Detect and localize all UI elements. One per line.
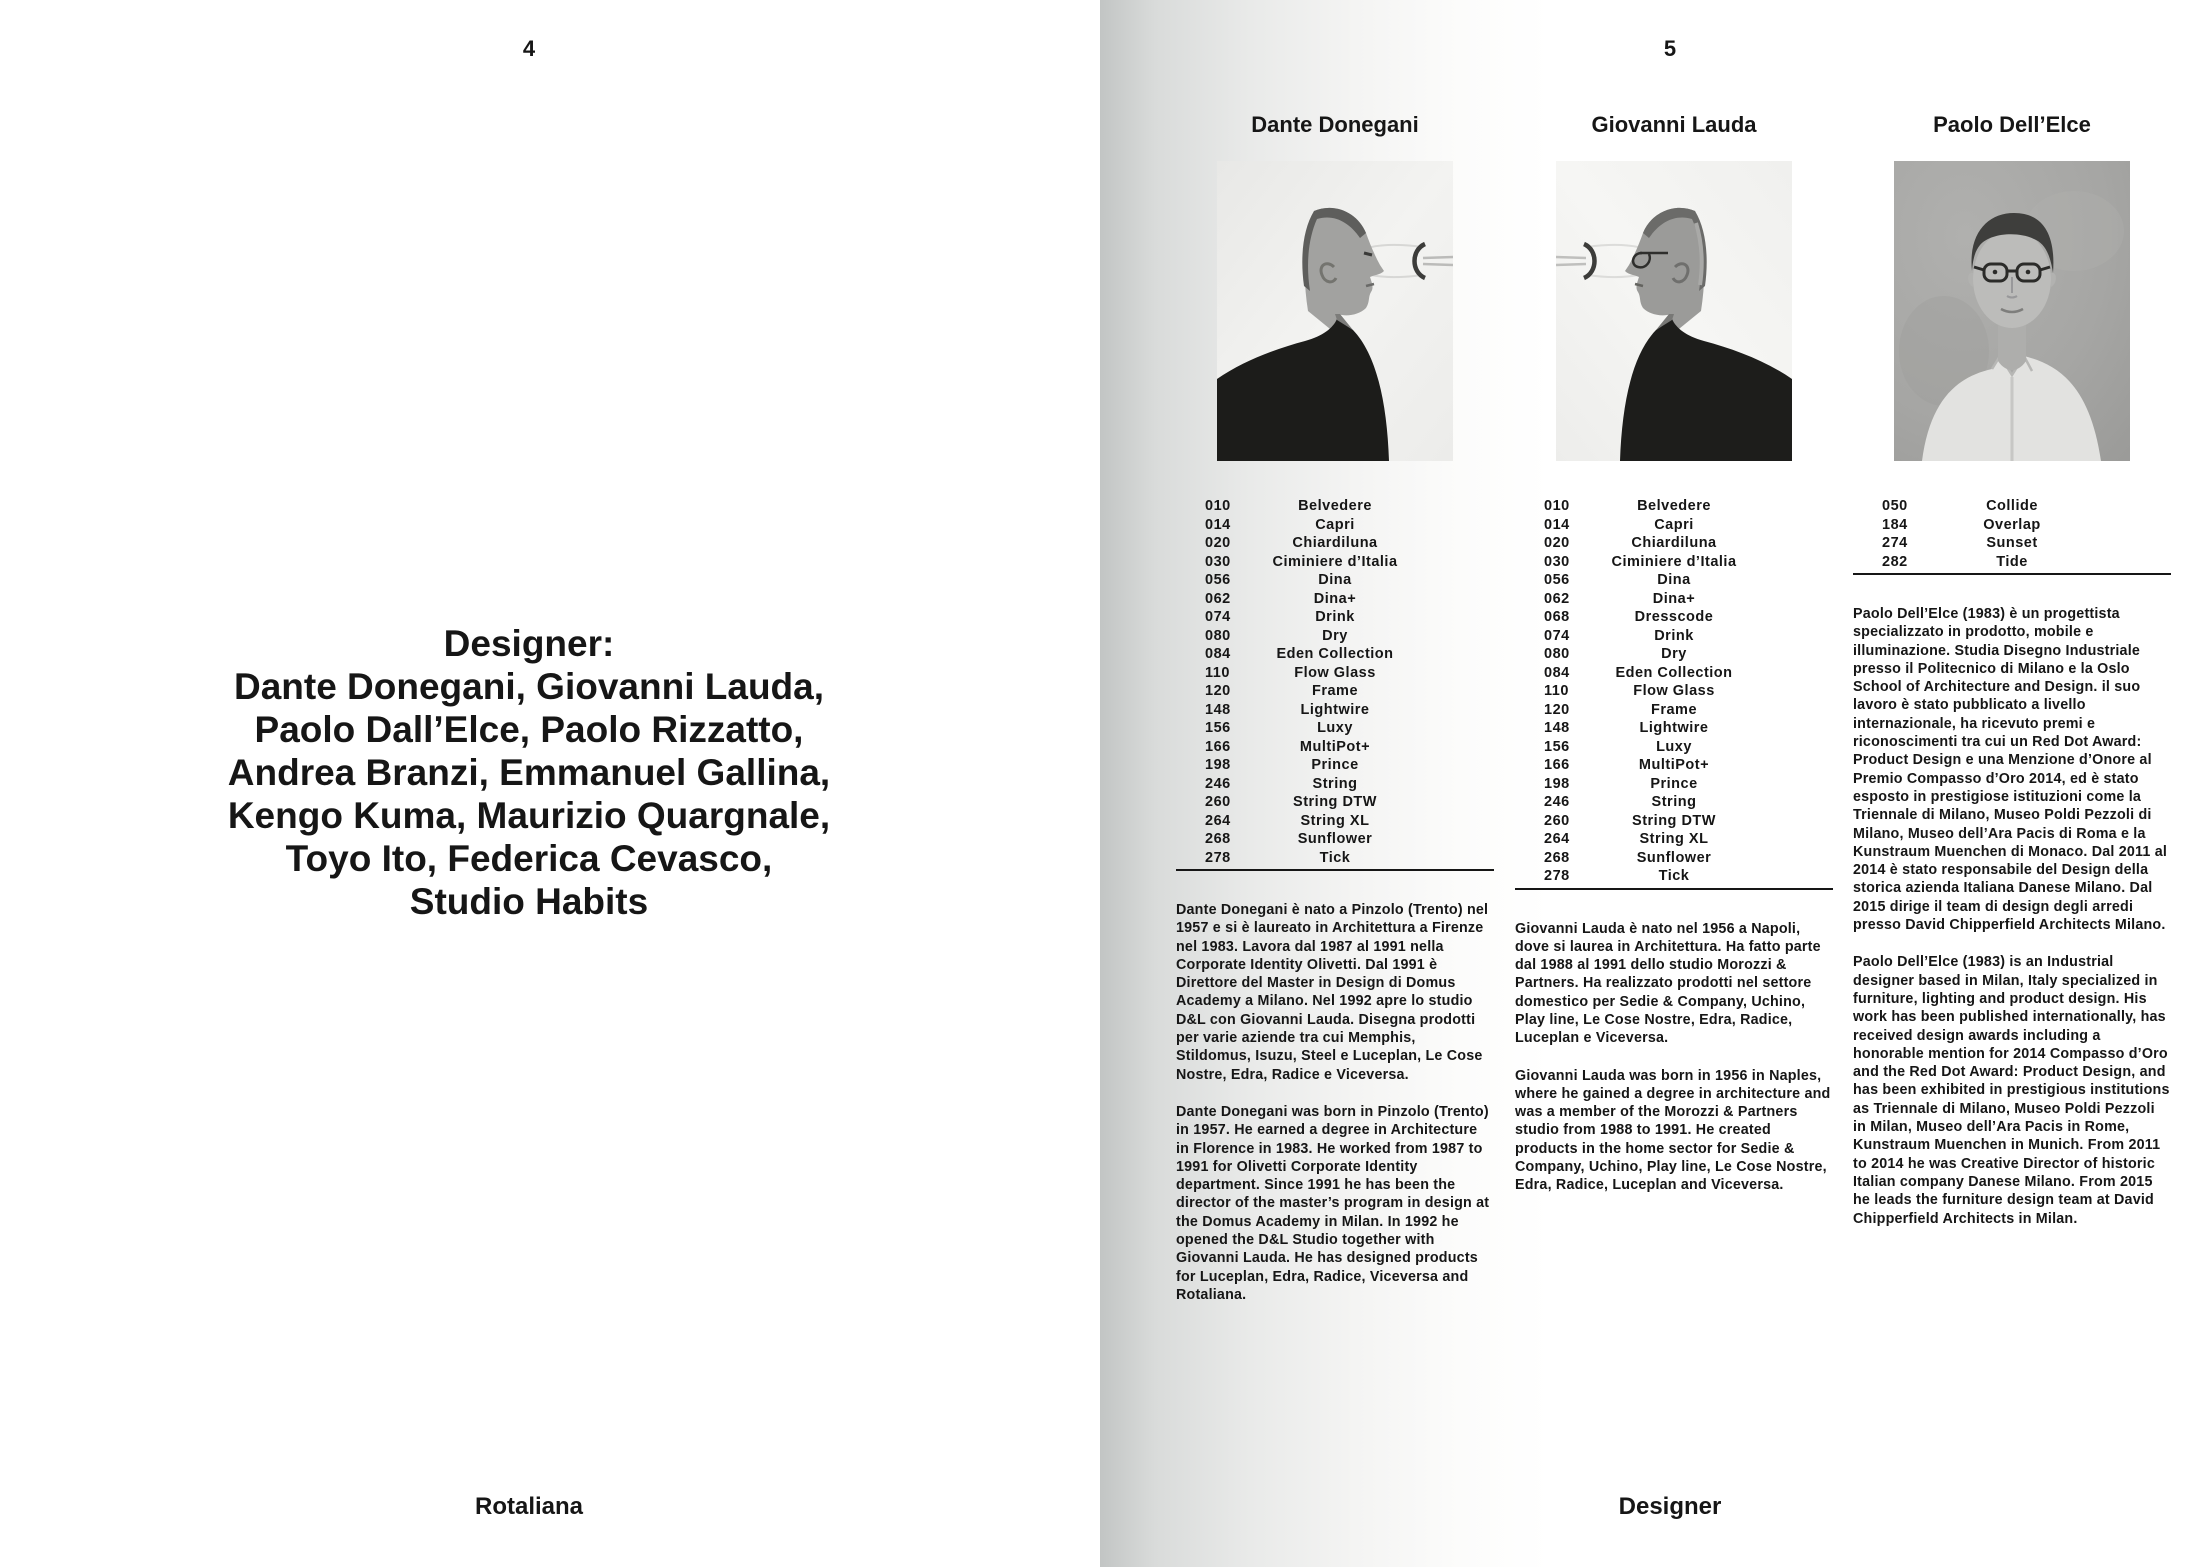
product-row (1176, 738, 1494, 757)
product-name: Eden Collection (1276, 646, 1394, 662)
product-row (1176, 701, 1494, 720)
page-right (1100, 0, 2200, 1567)
product-name: MultiPot+ (1299, 738, 1371, 755)
product-code: 156 (1544, 738, 1570, 755)
product-code: 246 (1544, 794, 1570, 810)
product-row (1853, 534, 2171, 553)
designer-photo (1556, 161, 1792, 461)
designer-name: Paolo Dell’Elce (1933, 112, 2091, 137)
product-name: String DTW (1632, 812, 1716, 829)
product-code: 120 (1544, 701, 1570, 718)
product-row (1515, 516, 1833, 535)
product-code: 030 (1205, 553, 1231, 570)
product-code: 062 (1205, 590, 1231, 607)
product-code: 110 (1544, 683, 1569, 699)
product-name: Sunflower (1636, 849, 1712, 866)
product-code: 278 (1544, 868, 1570, 884)
product-code: 198 (1544, 775, 1570, 792)
product-name: Flow Glass (1633, 683, 1715, 699)
product-name: Lightwire (1639, 720, 1709, 736)
product-name: Prince (1311, 757, 1359, 773)
product-name: Ciminiere d’Italia (1272, 553, 1398, 570)
footer-brand: Rotaliana (474, 1493, 584, 1520)
product-code: 246 (1205, 775, 1231, 792)
product-name: Sunset (1986, 535, 2038, 551)
product-row (1515, 590, 1833, 609)
page-number-left: 4 (522, 36, 536, 61)
product-name: String (1651, 794, 1697, 810)
product-row (1515, 701, 1833, 720)
product-name: Dina+ (1652, 590, 1696, 607)
designer-name: Giovanni Lauda (1591, 112, 1757, 137)
product-name: Tide (1996, 553, 2028, 570)
product-code: 148 (1544, 720, 1570, 736)
product-name: Belvedere (1298, 498, 1372, 514)
product-name: Dina (1318, 572, 1352, 588)
product-row (1853, 497, 2171, 516)
product-name: Dina (1657, 572, 1691, 588)
product-index (1515, 497, 1833, 886)
product-row (1515, 812, 1833, 831)
product-name: Luxy (1317, 720, 1353, 736)
product-name: Capri (1315, 516, 1355, 533)
bio-english: Dante Donegani was born in Pinzolo (Trento) in 1957. He earned a degree in Architecture in Florence in 1983. He worked from 1987 to 1991 for Olivetti Corporate Identity department. Since 1991 he has been the director of the master’s program in design at the Domus Academy in Milan. In 1992 he opened the D&L Studio together with Giovanni Lauda. He has designed products for Luceplan, Edra, Radice, Viceversa and Rotaliana. (1176, 1103, 1490, 1303)
product-name: Drink (1654, 627, 1694, 644)
photo-man-profile-right (1217, 161, 1453, 461)
product-row (1176, 534, 1494, 553)
product-name: Collide (1986, 498, 2038, 514)
product-row (1515, 497, 1833, 516)
product-name: Dina+ (1313, 590, 1357, 607)
product-row (1515, 738, 1833, 757)
product-name: String (1312, 775, 1358, 792)
footer-section: Designer (1618, 1493, 1722, 1520)
product-code: 084 (1544, 664, 1570, 681)
product-name: Frame (1311, 683, 1359, 699)
product-name: Lightwire (1300, 701, 1370, 718)
product-row (1515, 553, 1833, 572)
bio-english: Paolo Dell’Elce (1983) is an Industrial designer based in Milan, Italy specialized in furniture, lighting and product design. His work has been published internationally, has received design awards including a honorable mention for 2014 Compasso d’Oro and the Red Dot Award: Product Design, and has been exhibited in prestigious institutions as Triennale di Milano, Museo Poldi Pezzoli in Milan, Museo dell’Ara Pacis in Rome, Kunstraum Muenchen in Munich. From 2011 to 2014 he was Creative Director of historic Italian company Danese Milano. From 2015 he leads the furniture design team at David Chipperfield Architects in Milan. (1853, 954, 2170, 1227)
product-code: 080 (1544, 646, 1570, 662)
title-line: Paolo Dall’Elce, Paolo Rizzatto, (254, 709, 804, 750)
product-code: 074 (1205, 609, 1231, 625)
product-row (1176, 627, 1494, 646)
product-code: 156 (1205, 720, 1231, 736)
product-name: Flow Glass (1294, 664, 1376, 681)
product-name: Chiardiluna (1631, 535, 1717, 551)
index-divider (1176, 869, 1494, 871)
product-code: 198 (1205, 757, 1231, 773)
product-row (1176, 793, 1494, 812)
designer-name: Dante Donegani (1251, 112, 1419, 137)
product-row (1515, 849, 1833, 868)
product-code: 014 (1205, 516, 1231, 533)
product-name: Ciminiere d’Italia (1611, 553, 1737, 570)
product-code: 120 (1205, 683, 1231, 699)
product-name: Tick (1658, 868, 1690, 884)
product-name: Sunflower (1297, 831, 1373, 847)
product-code: 278 (1205, 849, 1231, 866)
product-row (1515, 756, 1833, 775)
product-code: 282 (1882, 553, 1908, 570)
product-code: 062 (1544, 590, 1570, 607)
product-code: 010 (1205, 498, 1231, 514)
designer-column (1176, 0, 1494, 1304)
product-row (1515, 719, 1833, 738)
product-code: 030 (1544, 553, 1570, 570)
product-code: 260 (1205, 794, 1231, 810)
product-row (1515, 775, 1833, 794)
designer-columns (1100, 0, 2200, 1567)
product-code: 264 (1544, 831, 1570, 847)
product-index (1176, 497, 1494, 867)
product-code: 020 (1544, 535, 1570, 551)
product-index (1853, 497, 2171, 571)
product-row (1176, 830, 1494, 849)
product-name: Drink (1315, 609, 1355, 625)
product-code: 110 (1205, 664, 1230, 681)
product-code: 166 (1544, 757, 1570, 773)
product-code: 148 (1205, 701, 1231, 718)
product-row (1515, 867, 1833, 886)
designer-photo (1894, 161, 2130, 461)
photo-man-portrait-front (1894, 161, 2130, 461)
title-line: Designer: (443, 623, 615, 664)
product-row (1853, 553, 2171, 572)
photo-man-profile-left (1556, 161, 1792, 461)
product-row (1176, 571, 1494, 590)
product-name: Overlap (1983, 516, 2041, 533)
product-row (1515, 627, 1833, 646)
product-row (1176, 664, 1494, 683)
bio-english: Giovanni Lauda was born in 1956 in Naples, where he gained a degree in architecture and was a member of the Morozzi & Partners studio from 1988 to 1991. He created products in the home sector for Sedie & Company, Uchino, Play line, Le Cose Nostre, Edra, Radice, Luceplan and Viceversa. (1515, 1067, 1831, 1194)
designer-column (1515, 0, 1833, 1195)
designer-title (0, 622, 1058, 923)
product-name: Dry (1322, 627, 1348, 644)
product-name: Capri (1654, 516, 1694, 533)
eye-right (2026, 270, 2031, 275)
product-code: 056 (1205, 572, 1231, 588)
product-code: 080 (1205, 627, 1231, 644)
product-code: 268 (1544, 849, 1570, 866)
designer-column (1853, 0, 2171, 1228)
index-divider (1853, 573, 2171, 575)
product-row (1176, 682, 1494, 701)
product-code: 020 (1205, 535, 1231, 551)
product-name: Dry (1661, 646, 1687, 662)
product-name: Frame (1650, 701, 1698, 718)
product-row (1176, 756, 1494, 775)
product-code: 010 (1544, 498, 1570, 514)
product-name: String XL (1300, 812, 1370, 829)
product-name: Chiardiluna (1292, 535, 1378, 551)
product-code: 068 (1544, 609, 1570, 625)
bio-italian: Paolo Dell’Elce (1983) è un progettista specializzato in prodotto, mobile e illuminazione. Studia Disegno Industriale presso il Politecnico di Milano e la Oslo School of Architecture and Design. il suo lavoro è stato pubblicato a livello internazionale, ha ricevuto premi e riconoscimenti tra cui un Red Dot Award: Product Design e una Menzione d’Onore al Premio Compasso d’Oro 2014, ed è stato esposto in prestigiose istituzioni come la Triennale di Milano, Museo Poldi Pezzoli di Milano, Museo dell’Ara Pacis di Roma e la Kunstraum Muenchen di Monaco. Dal 2011 al 2014 è stato responsabile del Design della storica azienda Italiana Danese Milano. Dal 2015 dirige il team di design degli arredi presso David Chipperfield Architects Milano. (1853, 606, 2168, 934)
product-code: 074 (1544, 627, 1570, 644)
product-code: 274 (1882, 535, 1908, 551)
product-name: Prince (1650, 775, 1698, 792)
product-row (1176, 812, 1494, 831)
product-row (1515, 682, 1833, 701)
product-row (1515, 645, 1833, 664)
product-row (1176, 645, 1494, 664)
product-row (1176, 719, 1494, 738)
product-name: Luxy (1656, 738, 1692, 755)
page-number-right: 5 (1663, 36, 1677, 61)
product-name: String XL (1639, 831, 1709, 847)
product-row (1176, 497, 1494, 516)
product-row (1176, 553, 1494, 572)
eye (1364, 253, 1372, 255)
product-code: 166 (1205, 738, 1231, 755)
product-code: 050 (1882, 498, 1908, 514)
product-row (1515, 534, 1833, 553)
product-code: 014 (1544, 516, 1570, 533)
bio-italian: Giovanni Lauda è nato nel 1956 a Napoli, dove si laurea in Architettura. Ha fatto parte dal 1988 al 1991 dello studio Morozzi & Partners. Ha realizzato prodotti nel settore domestico per Sedie & Company, Uchino, Play line, Le Cose Nostre, Edra, Radice, Luceplan e Viceversa. (1515, 920, 1821, 1047)
product-row (1176, 775, 1494, 794)
title-line: Dante Donegani, Giovanni Lauda, (233, 666, 824, 707)
neck (1998, 321, 2026, 370)
product-code: 084 (1205, 646, 1231, 662)
product-row (1176, 849, 1494, 868)
product-row (1515, 571, 1833, 590)
product-code: 268 (1205, 831, 1231, 847)
product-name: MultiPot+ (1638, 757, 1710, 773)
product-row (1176, 516, 1494, 535)
product-name: Belvedere (1637, 498, 1711, 514)
title-line: Andrea Branzi, Emmanuel Gallina, (227, 752, 831, 793)
product-name: Eden Collection (1615, 664, 1733, 681)
product-code: 264 (1205, 812, 1231, 829)
title-line: Studio Habits (409, 881, 649, 922)
product-row (1515, 830, 1833, 849)
product-row (1176, 590, 1494, 609)
bio-italian: Dante Donegani è nato a Pinzolo (Trento) nel 1957 e si è laureato in Architettura a Firenze nel 1983. Lavora dal 1987 al 1991 nella Corporate Identity Olivetti. Dal 1991 è Direttore del Master in Design di Domus Academy a Milano. Nel 1992 apre lo studio D&L con Giovanni Lauda. Disegna prodotti per varie aziende tra cui Memphis, Stildomus, Isuzu, Steel e Luceplan, Le Cose Nostre, Edra, Radice e Viceversa. (1176, 902, 1489, 1083)
product-row (1515, 664, 1833, 683)
designer-photo (1217, 161, 1453, 461)
title-line: Toyo Ito, Federica Cevasco, (285, 838, 773, 879)
product-row (1176, 608, 1494, 627)
product-code: 056 (1544, 572, 1570, 588)
product-name: String DTW (1293, 794, 1377, 810)
product-code: 260 (1544, 812, 1570, 829)
eye-left (1993, 270, 1998, 275)
title-line: Kengo Kuma, Maurizio Quargnale, (227, 795, 831, 836)
index-divider (1515, 888, 1833, 890)
product-row (1853, 516, 2171, 535)
product-name: Tick (1319, 849, 1351, 866)
product-row (1515, 793, 1833, 812)
product-row (1515, 608, 1833, 627)
product-code: 184 (1882, 516, 1908, 533)
product-name: Dresscode (1634, 609, 1714, 625)
